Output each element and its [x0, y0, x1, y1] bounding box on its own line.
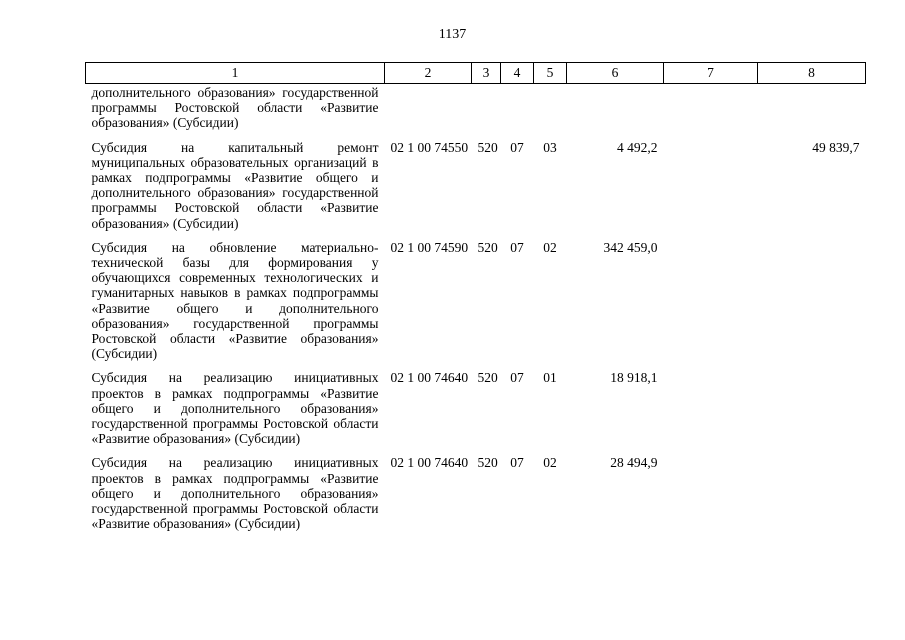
- budget-table: [85, 62, 866, 535]
- column-header: 2: [385, 63, 472, 84]
- subsidy-description: Субсидия на капитальный ремонт муниципальных образовательных организаций в рамках подпрограммы «Развитие общего и дополнительного образования» государственной программы Ростовской области «Развитие образования» (Субсидии): [91, 139, 379, 231]
- subsection-code: 01: [543, 370, 557, 386]
- amount-col-7: [664, 365, 758, 450]
- column-header: 7: [664, 63, 758, 84]
- subsidy-description: Субсидия на реализацию инициативных проектов в рамках подпрограммы «Развитие общего и дополнительного образования» государственной программы Ростовской области «Развитие образования» (Субсидии): [91, 455, 379, 532]
- amount-col-8: [758, 235, 866, 366]
- expense-type-code: 520: [477, 455, 498, 471]
- subsection-code: [534, 84, 567, 135]
- table-row: [86, 450, 866, 535]
- subsection-code: 02: [543, 455, 557, 471]
- page-number: 1137: [438, 27, 467, 42]
- amount-col-7: [664, 135, 758, 235]
- section-code: 07: [510, 239, 524, 255]
- amount-col-7: [664, 84, 758, 135]
- subsection-code: 02: [543, 239, 557, 255]
- amount-col-8: [758, 365, 866, 450]
- amount-col-8: 49 839,7: [812, 139, 860, 155]
- target-article-code: [385, 84, 472, 135]
- column-header: 3: [472, 63, 501, 84]
- column-header: 4: [501, 63, 534, 84]
- expense-type-code: 520: [477, 239, 498, 255]
- table-row: [86, 365, 866, 450]
- target-article-code: 02 1 00 74590: [390, 239, 469, 255]
- column-header: 6: [567, 63, 664, 84]
- expense-type-code: 520: [477, 370, 498, 386]
- amount-col-6: [567, 84, 664, 135]
- target-article-code: 02 1 00 74640: [390, 455, 469, 471]
- target-article-code: 02 1 00 74550: [390, 139, 469, 155]
- target-article-code: 02 1 00 74640: [390, 370, 469, 386]
- column-header-row: [86, 63, 866, 84]
- table-row: [86, 135, 866, 235]
- amount-col-6: 4 492,2: [617, 139, 658, 155]
- subsidy-description: дополнительного образования» государственной программы Ростовской области «Развитие образования» (Субсидии): [91, 85, 379, 131]
- table-row: [86, 235, 866, 366]
- column-header: 1: [86, 63, 385, 84]
- subsection-code: 03: [543, 139, 557, 155]
- amount-col-6: 18 918,1: [610, 370, 658, 386]
- amount-col-6: 28 494,9: [610, 455, 658, 471]
- expense-type-code: [472, 84, 501, 135]
- amount-col-7: [664, 450, 758, 535]
- amount-col-8: [758, 450, 866, 535]
- section-code: 07: [510, 139, 524, 155]
- amount-col-8: [758, 84, 866, 135]
- column-header: 8: [758, 63, 866, 84]
- subsidy-description: Субсидия на реализацию инициативных проектов в рамках подпрограммы «Развитие общего и дополнительного образования» государственной программы Ростовской области «Развитие образования» (Субсидии): [91, 370, 379, 447]
- section-code: 07: [510, 370, 524, 386]
- section-code: 07: [510, 455, 524, 471]
- table-row: [86, 84, 866, 135]
- expense-type-code: 520: [477, 139, 498, 155]
- amount-col-6: 342 459,0: [603, 239, 658, 255]
- subsidy-description: Субсидия на обновление материально-технической базы для формирования у обучающихся современных технологических и гуманитарных навыков в рамках подпрограммы «Развитие общего и дополнительного образования» государственной программы Ростовской области «Развитие образования» (Субсидии): [91, 239, 379, 362]
- amount-col-7: [664, 235, 758, 366]
- section-code: [501, 84, 534, 135]
- column-header: 5: [534, 63, 567, 84]
